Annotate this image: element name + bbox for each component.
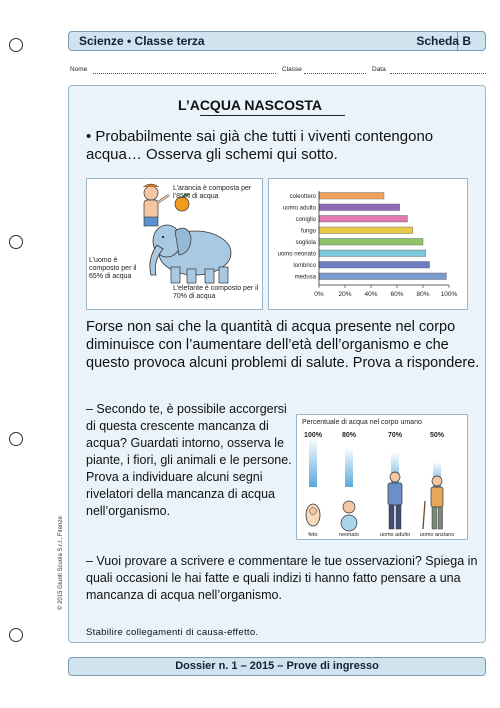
x-tick-label-3: 60% [390,291,404,298]
baby-body [341,515,357,531]
intro-text: • Probabilmente sai già che tutti i viventi contengono acqua… Osserva gli schemi qui sotto. [86,128,434,163]
stage-label-1: neonato [339,532,359,538]
man-caption: L’uomo è composto per il 65% di acqua [89,257,137,280]
bar-label-5: uomo neonato [277,251,316,258]
question-one: – Secondo te, è possibile accorgersi di questa crescente mancanza di acqua? Guardati intorno, osserva le piante, i fiori, gli animali e le persone. Prova a individuare alcuni segni rivelatori della mancanza di acqua nell’organismo. [86,402,292,518]
adult-torso [388,483,402,505]
human-water-box [296,414,468,540]
bar-label-4: sogliola [295,240,316,246]
adult-head [390,472,400,482]
elder-leg-right [438,507,443,529]
stage-label-0: feto [308,532,318,538]
human-water-diagram [297,415,467,539]
sheet-label: Scheda B [416,34,471,48]
bar-label-0: coleottero [289,194,316,200]
water-column-0 [309,437,317,487]
stage-label-3: uomo anziano [419,532,455,538]
bar-7 [319,273,446,280]
elder-cane [423,501,425,529]
orange-caption: L’arancia è composta per l’85% di acqua [173,185,252,200]
header-bar [68,31,486,51]
binder-hole-middle [9,235,23,249]
question-two: – Vuoi provare a scrivere e commentare le tue osservazioni? Spiega in quali occasioni le hai fatte e quali indizi ti hanno fatto pensare a una mancanza di acqua nell’organismo. [86,554,478,602]
stage-label-2: uomo adulto [379,532,411,538]
water-column-1 [345,447,353,487]
illustration-box [86,178,263,310]
bar-0 [319,193,384,200]
name-field[interactable] [93,73,276,74]
skill-label: Stabilire collegamenti di causa-effetto. [86,627,259,638]
bar-4 [319,239,423,246]
footer-bar: Dossier n. 1 – 2015 – Prove di ingresso [68,657,486,676]
class-field[interactable] [304,73,366,74]
adult-leg-right [396,505,401,529]
x-tick-label-4: 80% [416,291,430,298]
water-pct-0: 100% [304,432,322,439]
elder-leg-left [432,507,437,529]
date-field[interactable] [390,73,486,74]
x-tick-label-5: 100% [440,291,458,298]
bar-1 [319,204,400,211]
bar-label-1: uomo adulto [282,205,316,212]
baby-head [343,501,355,513]
bar-label-3: fungo [300,228,316,235]
elephant-caption: L’elefante è composto per il 70% di acqua [173,285,259,300]
title-underline [200,115,345,116]
bar-2 [319,216,407,223]
man-shorts [144,217,158,226]
page-title: L’ACQUA NASCOSTA [178,97,322,113]
paragraph-text: Forse non sai che la quantità di acqua presente nel corpo diminuisce con l’aumentare dell’età dell’organismo e che questo provoca alcuni problemi di salute. Prova a rispondere. [86,319,480,371]
water-pct-2: 70% [387,432,403,439]
fetus-head [310,508,317,515]
chart-box [268,178,468,310]
elder-head [432,476,442,486]
bar-label-2: coniglio [295,217,316,223]
water-pct-3: 50% [429,432,445,439]
binder-hole-lower [9,432,23,446]
water-content-chart [269,179,467,309]
bar-6 [319,262,430,269]
elder-torso [431,487,443,507]
subject-title: Scienze • Classe terza [79,34,205,48]
x-tick-label-1: 20% [338,291,352,298]
bar-5 [319,250,426,257]
bar-label-6: lombrico [293,263,316,269]
copyright-text: © 2015 Giunti Scuola S.r.l., Firenze [58,516,64,610]
man-head [144,186,158,200]
date-label: Data [372,66,386,73]
adult-leg-left [389,505,394,529]
name-label: Nome [70,66,88,73]
water-pct-1: 80% [341,432,357,439]
x-tick-label-2: 40% [364,291,378,298]
bar-label-7: medusa [294,274,316,281]
x-tick-label-0: 0% [314,291,324,298]
binder-hole-bottom [9,628,23,642]
binder-hole-top [9,38,23,52]
human-water-title: Percentuale di acqua nel corpo umano [302,419,422,426]
class-label: Classe [282,66,302,73]
bar-3 [319,227,413,234]
